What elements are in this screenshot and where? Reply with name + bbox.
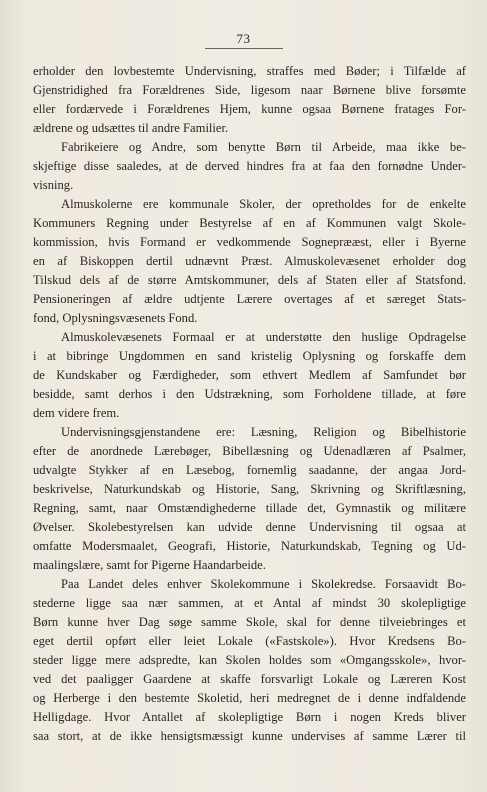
text-line: Kommuners Regning under Bestyrelse af en af Kommunen valgt Skole-: [33, 216, 466, 230]
text-line: Undervisningsgjenstandene ere: Læsning, Religion og Bibelhistorie: [61, 425, 466, 439]
text-line: Børn kunne hver Dag søge samme Skole, skal for denne tilveiebringes et: [33, 615, 466, 629]
text-line: Helligdage. Hvor Antallet af skolepligtige Børn i nogen Kreds bliver: [33, 710, 466, 724]
text-line: fond, Oplysningsvæsenets Fond.: [33, 311, 198, 325]
text-line: eller fordærvede i Forældrenes Hjem, kunne ogsaa Børnene fratages For-: [33, 102, 466, 116]
text-line: efter de anordnede Lærebøger, Bibellæsning og Udenadlæren af Psalmer,: [33, 444, 466, 458]
header-rule: [205, 48, 283, 49]
text-line: en af Biskoppen dertil udnævnt Præst. Almuskolevæsenet erholder dog: [33, 254, 466, 268]
text-line: skjeftige disse saaledes, at de derved hindres fra at faa den fornødne Under-: [33, 159, 466, 173]
text-line: Paa Landet deles enhver Skolekommune i Skolekredse. Forsaavidt Bo-: [61, 577, 466, 591]
text-line: og Herberge i den bestemte Skoletid, heri medregnet de i denne indfaldende: [33, 691, 466, 705]
text-line: Øvelser. Skolebestyrelsen kan udvide denne Undervisning til ogsaa at: [33, 520, 466, 534]
text-line: Pensioneringen af ældre udtjente Lærere overtages af et særeget Stats-: [33, 292, 466, 306]
text-line: ældrene og udsættes til andre Familier.: [33, 121, 229, 135]
text-line: omfatte Modersmaalet, Geografi, Historie, Naturkundskab, Tegning og Ud-: [33, 539, 466, 553]
body-text: [33, 62, 466, 746]
text-line: udvalgte Stykker af en Læsebog, fornemlig saadanne, der angaa Jord-: [33, 463, 466, 477]
text-line: i at bibringe Ungdommen en sand kristelig Oplysning og forskaffe dem: [33, 349, 466, 363]
text-line: besidde, samt derhos i den Udstrækning, som Forholdene tillade, at føre: [33, 387, 466, 401]
text-line: steder ligge mere adspredte, kan Skolen holdes som «Omgangsskole», hvor-: [33, 653, 466, 667]
text-line: Almuskolerne ere kommunale Skoler, der opretholdes for de enkelte: [61, 197, 466, 211]
text-line: maalingslære, samt for Pigerne Haandarbeide.: [33, 558, 266, 572]
text-line: visning.: [33, 178, 74, 192]
text-line: kommission, hvis Formand er vedkommende Sogneprææst, eller i Byerne: [33, 235, 466, 249]
text-line: de Kundskaber og Færdigheder, som ethvert Medlem af Samfundet bør: [33, 368, 466, 382]
text-line: stederne ligge saa nær sammen, at et Antal af mindst 30 skolepligtige: [33, 596, 466, 610]
text-line: Regning, samt, naar Omstændighederne tillade det, Gymnastik og militære: [33, 501, 466, 515]
text-line: Tilskud dels af de større Amtskommuner, dels af Staten eller af Statsfond.: [33, 273, 466, 287]
page-number: 73: [236, 31, 251, 46]
text-line: ved det paaligger Gaardene at skaffe forsvarligt Lokale og Læreren Kost: [33, 672, 466, 686]
text-line: Fabrikeiere og Andre, som benytte Børn til Arbeide, maa ikke be-: [61, 140, 466, 154]
text-line: dem videre frem.: [33, 406, 120, 420]
text-line: Almuskolevæsenets Formaal er at understøtte den huslige Opdragelse: [61, 330, 466, 344]
text-line: eget dertil opført eller leiet Lokale («Fastskole»). Hvor Kredsens Bo-: [33, 634, 466, 648]
text-line: erholder den lovbestemte Undervisning, straffes med Bøder; i Tilfælde af: [33, 64, 466, 78]
text-line: beskrivelse, Naturkundskab og Historie, Sang, Skrivning og Skriftlæsning,: [33, 482, 466, 496]
text-line: Gjenstridighed fra Forældrenes Side, ligesom naar Børnene blive forsømte: [33, 83, 466, 97]
text-line: saa stort, at de ikke hensigtsmæssigt kunne undervises af samme Lærer til: [33, 729, 466, 743]
